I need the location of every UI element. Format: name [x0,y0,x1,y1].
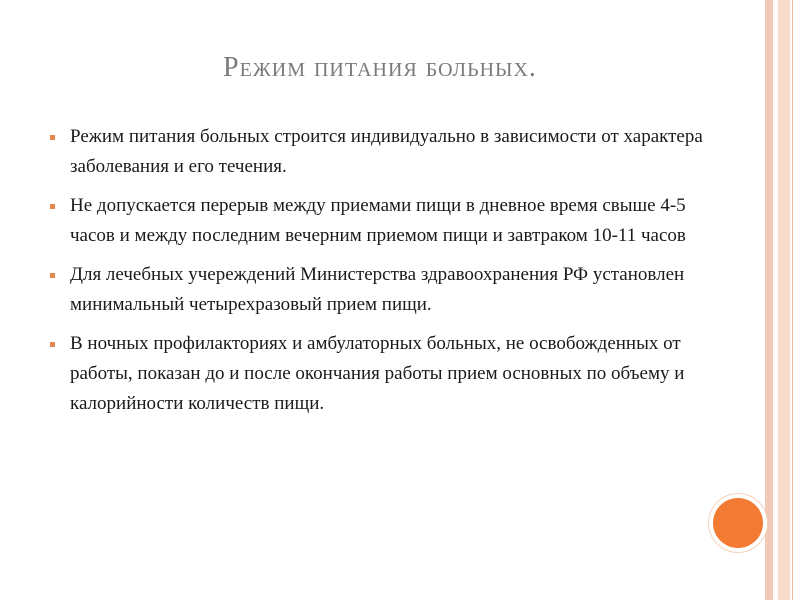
bullet-square-icon [50,135,55,140]
decorative-circle-icon [713,498,763,548]
list-item [50,122,720,182]
list-item-text: В ночных профилакториях и амбулаторных больных, не освобожденных от работы, показан до и после окончания работы прием основных по объему и калорийности количеств пищи. [70,333,685,414]
list-item [50,329,720,419]
list-item-text: Не допускается перерыв между приемами пищи в дневное время свыше 4-5 часов и между последним вечерним приемом пищи и завтраком 10-11 часов [70,195,686,246]
list-item [50,260,720,320]
slide-title: Режим питания больных. [223,52,537,83]
bullet-square-icon [50,273,55,278]
decorative-stripe-line [792,0,793,600]
bullet-list [50,122,720,428]
bullet-square-icon [50,204,55,209]
list-item-text: Режим питания больных строится индивидуально в зависимости от характера заболевания и его течения. [70,126,703,177]
bullet-square-icon [50,342,55,347]
decorative-stripe [765,0,773,600]
list-item-text: Для лечебных учереждений Министерства здравоохранения РФ установлен минимальный четырехразовый прием пищи. [70,264,685,315]
list-item [50,191,720,251]
decorative-stripe-inner [778,0,790,600]
